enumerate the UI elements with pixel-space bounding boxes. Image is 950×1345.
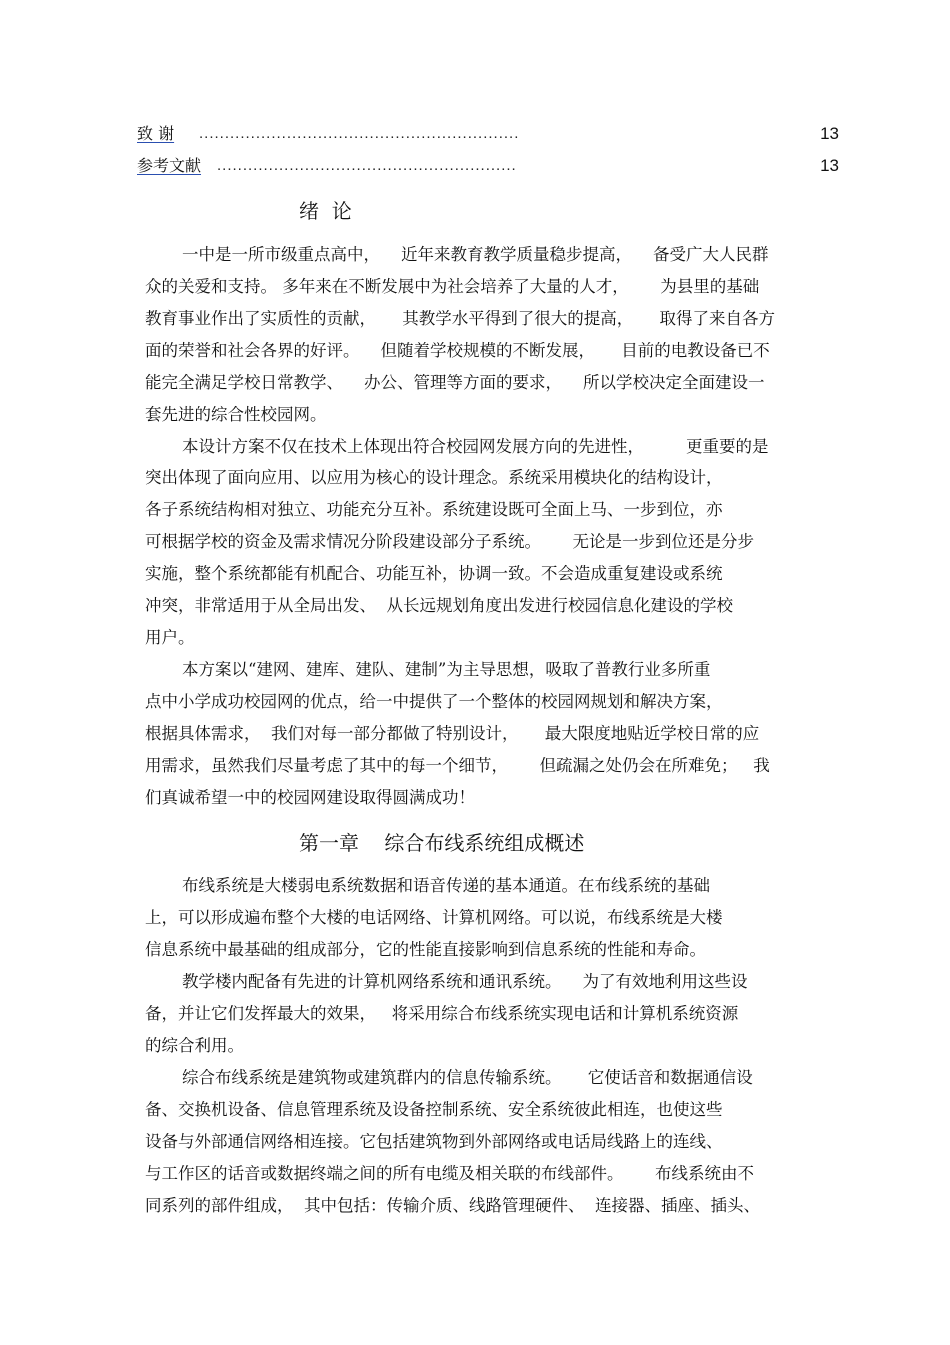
body-line: 一中是一所市级重点高中， 近年来教育教学质量稳步提高， 备受广大人民群 bbox=[182, 245, 769, 264]
toc-row-acknowledgements bbox=[137, 123, 839, 145]
body-line: 本方案以“建网、建库、建队、建制”为主导思想，吸取了普教行业多所重 bbox=[182, 660, 711, 679]
body-line: 教育事业作出了实质性的贡献， 其教学水平得到了很大的提高， 取得了来自各方 bbox=[145, 309, 775, 328]
body-line: 各子系统结构相对独立、功能充分互补。系统建设既可全面上马、一步到位，亦 bbox=[145, 500, 723, 519]
toc-link-acknowledgements[interactable]: 致 谢 bbox=[137, 124, 175, 143]
body-line: 冲突，非常适用于从全局出发、 从长远规划角度出发进行校园信息化建设的学校 bbox=[145, 596, 733, 615]
body-line: 信息系统中最基础的组成部分，它的性能直接影响到信息系统的性能和寿命。 bbox=[145, 940, 706, 959]
body-line: 套先进的综合性校园网。 bbox=[145, 405, 327, 424]
body-line: 备，并让它们发挥最大的效果， 将采用综合布线系统实现电话和计算机系统资源 bbox=[145, 1004, 739, 1023]
body-line: 备、交换机设备、信息管理系统及设备控制系统、安全系统彼此相连，也使这些 bbox=[145, 1100, 723, 1119]
body-line: 众的关爱和支持。 多年来在不断发展中为社会培养了大量的人才， 为县里的基础 bbox=[145, 277, 760, 296]
toc-row-references bbox=[137, 155, 839, 177]
body-line: 可根据学校的资金及需求情况分阶段建设部分子系统。 无论是一步到位还是分步 bbox=[145, 532, 754, 551]
toc-leader-dots: .............................................................. bbox=[199, 125, 520, 142]
toc-link-references[interactable]: 参考文献 bbox=[137, 156, 202, 175]
toc-page-number: 13 bbox=[820, 156, 839, 175]
body-line: 们真诚希望一中的校园网建设取得圆满成功！ bbox=[145, 788, 475, 807]
body-line: 面的荣誉和社会各界的好评。 但随着学校规模的不断发展， 目前的电教设备已不 bbox=[145, 341, 770, 360]
intro-heading: 绪 论 bbox=[299, 199, 352, 223]
body-line: 实施，整个系统都能有机配合、功能互补，协调一致。不会造成重复建设或系统 bbox=[145, 564, 723, 583]
body-line: 点中小学成功校园网的优点，给一中提供了一个整体的校园网规划和解决方案， bbox=[145, 692, 723, 711]
body-line: 综合布线系统是建筑物或建筑群内的信息传输系统。 它使话音和数据通信设 bbox=[182, 1068, 753, 1087]
body-line: 突出体现了面向应用、以应用为核心的设计理念。系统采用模块化的结构设计， bbox=[145, 468, 723, 487]
chapter-heading: 第一章 综合布线系统组成概述 bbox=[299, 831, 585, 855]
body-line: 设备与外部通信网络相连接。它包括建筑物到外部网络或电话局线路上的连线、 bbox=[145, 1132, 723, 1151]
body-line: 上，可以形成遍布整个大楼的电话网络、计算机网络。可以说，布线系统是大楼 bbox=[145, 908, 723, 927]
body-line: 与工作区的话音或数据终端之间的所有电缆及相关联的布线部件。 布线系统由不 bbox=[145, 1164, 754, 1183]
body-line: 根据具体需求， 我们对每一部分都做了特别设计， 最大限度地贴近学校日常的应 bbox=[145, 724, 760, 743]
body-line: 教学楼内配备有先进的计算机网络系统和通讯系统。 为了有效地利用这些设 bbox=[182, 972, 748, 991]
body-line: 本设计方案不仅在技术上体现出符合校园网发展方向的先进性， 更重要的是 bbox=[182, 437, 769, 456]
toc-page-number: 13 bbox=[820, 124, 839, 143]
body-line: 布线系统是大楼弱电系统数据和语音传递的基本通道。在布线系统的基础 bbox=[182, 876, 710, 895]
body-line: 能完全满足学校日常教学、 办公、管理等方面的要求， 所以学校决定全面建设一 bbox=[145, 373, 765, 392]
body-line: 用户。 bbox=[145, 628, 195, 647]
body-line: 用需求，虽然我们尽量考虑了其中的每一个细节， 但疏漏之处仍会在所难免； 我 bbox=[145, 756, 770, 775]
body-line: 的综合利用。 bbox=[145, 1036, 244, 1055]
body-line: 同系列的部件组成， 其中包括：传输介质、线路管理硬件、 连接器、插座、插头、 bbox=[145, 1196, 760, 1215]
toc-leader-dots: .......................................................... bbox=[217, 157, 517, 174]
